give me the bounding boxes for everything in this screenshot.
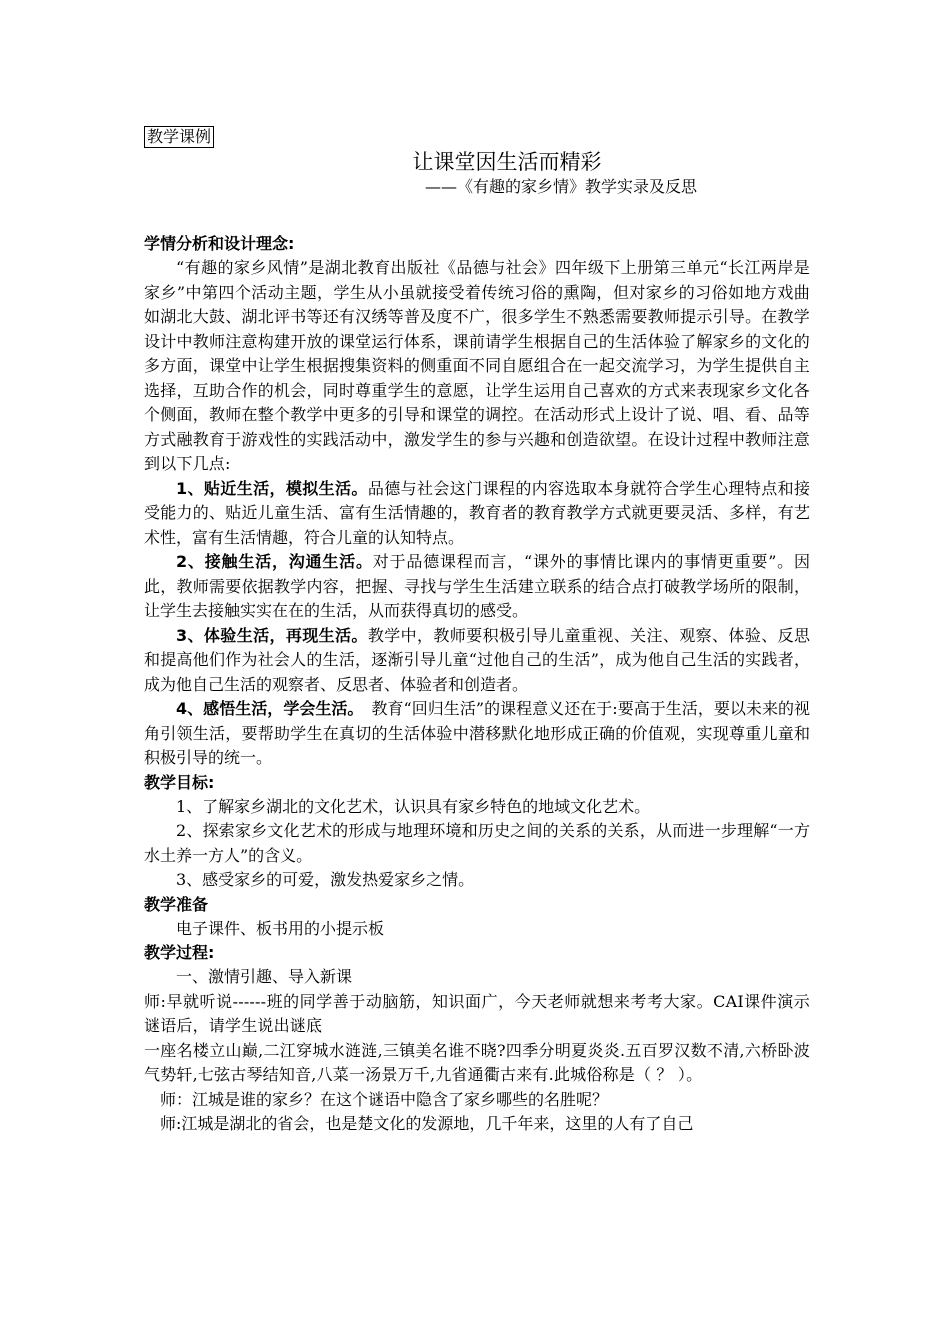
dialog-line: 师:江城是湖北的省会，也是楚文化的发源地，几千年来，这里的人有了自己 — [160, 1114, 694, 1133]
riddle-text: 一座名楼立山巅,二江穿城水涟涟,三镇美名谁不晓?四季分明夏炎炎.五百罗汉数不清,六桥卧波气势轩,七弦古琴结知音,八菜一汤景万千,九省通衢古来有.此城俗称是（ ？ ）。 — [144, 1040, 810, 1084]
point-lead: 1、贴近生活，模拟生活。 — [176, 478, 368, 498]
section-heading-analysis: 学情分析和设计理念: — [144, 234, 295, 253]
point-lead: 2、接触生活，沟通生活。 — [176, 552, 373, 571]
section-heading-goals: 教学目标: — [144, 772, 215, 792]
goal-item: 1、了解家乡湖北的文化艺术，认识具有家乡特色的地域文化艺术。 — [176, 796, 651, 816]
process-step-title: 一、激情引趣、导入新课 — [176, 967, 353, 986]
analysis-intro: “有趣的家乡风情”是湖北教育出版社《品德与社会》四年级下上册第三单元“长江两岸是家乡”中第四个活动主题，学生从小虽就接受着传统习俗的熏陶，但对家乡的习俗如地方戏曲如湖北大鼓、湖北评书等还有汉绣等普及度不广，很多学生不熟悉需要教师提示引导。在教学设计中教师注意构建开放的课堂运行体系，课前请学生根据自己的生活体验了解家乡的文化的多方面，课堂中让学生根据搜集资料的侧重面不同自愿组合在一起交流学习，为学生提供自主选择，互助合作的机会，同时尊重学生的意愿，让学生运用自己喜欢的方式来表现家乡文化各个侧面，教师在整个教学中更多的引导和课堂的调控。在活动形式上设计了说、唱、看、品等方式融教育于游戏性的实践活动中，激发学生的参与兴趣和创造欲望。在设计过程中教师注意到以下几点: — [144, 258, 810, 473]
point-text: 教育“回归生活”的课程意义还在于:要高于生活，要以未来的视角引领生活，要帮助学生在真切的生活体验中潜移默化地形成正确的价值观，实现尊重儿童和积极引导的统一。 — [144, 699, 810, 767]
analysis-point — [144, 550, 810, 624]
point-text: 教学中，教师要积极引导儿童重视、关注、观察、体验、反思和提高他们作为社会人的生活，逐渐引导儿童“过他自己的生活”，成为他自己生活的实践者，成为他自己生活的观察者、反思者、体验者和创造者。 — [144, 625, 810, 694]
document-title: 让课堂因生活而精彩 — [412, 150, 602, 174]
point-lead: 4、感悟生活，学会生活。 — [176, 699, 356, 718]
section-heading-prep: 教学准备 — [144, 894, 209, 914]
goal-item: 2、探索家乡文化艺术的形成与地理环境和历史之间的关系的关系，从而进一步理解“一方水土养一方人”的含义。 — [144, 821, 810, 865]
point-text: 对于品德课程而言，“课外的事情比课内的事情更重要”。因此，教师需要依据教学内容，把握、寻找与学生生活建立联系的结合点打破教学场所的限制，让学生去接触实实在在的生活，从而获得真切的感受。 — [144, 552, 810, 620]
dialog-line: 师：江城是谁的家乡？在这个谜语中隐含了家乡哪些的名胜呢？ — [160, 1089, 609, 1109]
prep-text: 电子课件、板书用的小提示板 — [176, 918, 385, 938]
analysis-point — [144, 477, 810, 551]
document-subtitle: ——《有趣的家乡情》教学实录及反思 — [425, 177, 698, 196]
process-line: 师:早就听说------班的同学善于动脑筋，知识面广，今天老师就想来考考大家。CAI课件演示谜语后，请学生说出谜底 — [144, 991, 810, 1035]
analysis-point — [144, 697, 810, 771]
goal-item: 3、感受家乡的可爱，激发热爱家乡之情。 — [176, 870, 475, 889]
spacer — [144, 198, 810, 232]
point-lead: 3、体验生活，再现生活。 — [176, 625, 368, 645]
section-heading-process: 教学过程: — [144, 943, 215, 962]
point-text: 品德与社会这门课程的内容选取本身就符合学生心理特点和接受能力的、贴近儿童生活、富有生活情趣的，教育者的教育教学方式就更要灵活、多样，有艺术性，富有生活情趣，符合儿童的认知特点。 — [144, 478, 810, 547]
analysis-point — [144, 624, 810, 698]
document-page — [144, 126, 810, 1137]
category-tag: 教学课例 — [144, 126, 214, 148]
